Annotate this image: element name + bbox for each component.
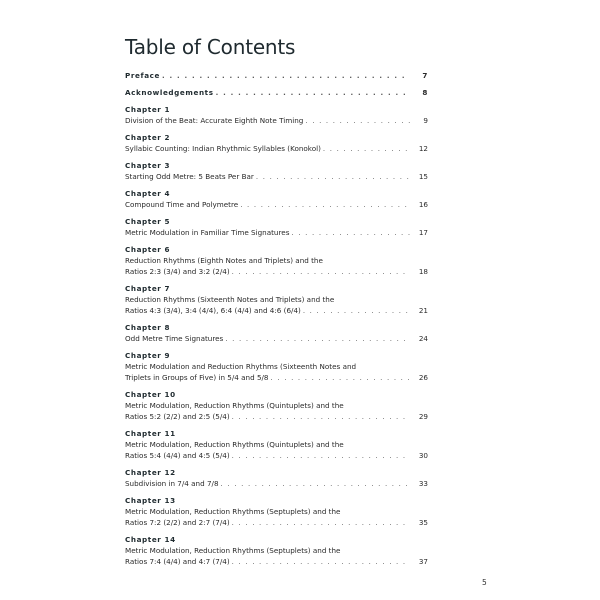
toc-entry-preface[interactable] bbox=[125, 70, 428, 81]
toc-page-number: 24 bbox=[418, 334, 428, 343]
toc-page-number: 29 bbox=[418, 412, 428, 421]
chapter-title-continued: Triplets in Groups of Five) in 5/4 and 5/8 bbox=[125, 373, 269, 382]
chapter-title-line bbox=[125, 305, 428, 316]
dot-leader bbox=[232, 267, 410, 278]
chapter-title: Metric Modulation, Reduction Rhythms (Quintuplets) and the bbox=[125, 401, 344, 410]
chapter-title-line bbox=[125, 478, 428, 489]
toc-entry-label: Acknowledgements bbox=[125, 88, 214, 97]
toc-page-number: 8 bbox=[422, 88, 428, 97]
chapter-title: Subdivision in 7/4 and 7/8 bbox=[125, 479, 219, 488]
toc-entry-row bbox=[125, 87, 428, 98]
toc-chapter-1[interactable] bbox=[125, 104, 428, 126]
chapter-title: Division of the Beat: Accurate Eighth Note Timing bbox=[125, 116, 304, 125]
toc-page-number: 9 bbox=[423, 116, 428, 125]
chapter-title: Metric Modulation, Reduction Rhythms (Septuplets) and the bbox=[125, 507, 341, 516]
chapter-title: Reduction Rhythms (Eighth Notes and Triplets) and the bbox=[125, 256, 323, 265]
dot-leader bbox=[240, 200, 410, 211]
toc-page-number: 12 bbox=[418, 144, 428, 153]
chapter-title: Compound Time and Polymetre bbox=[125, 200, 239, 209]
dot-leader bbox=[303, 306, 410, 317]
page-title: Table of Contents bbox=[125, 35, 296, 59]
dot-leader bbox=[232, 557, 410, 568]
chapter-title-continued: Ratios 5:2 (2/2) and 2:5 (5/4) bbox=[125, 412, 230, 421]
dot-leader bbox=[232, 451, 410, 462]
chapter-title-line bbox=[125, 227, 428, 238]
toc-page-number: 26 bbox=[418, 373, 428, 382]
chapter-title: Metric Modulation, Reduction Rhythms (Quintuplets) and the bbox=[125, 440, 344, 449]
toc-page-number: 35 bbox=[418, 518, 428, 527]
toc-chapter-2[interactable] bbox=[125, 132, 428, 154]
chapter-label: Chapter 13 bbox=[125, 496, 176, 505]
chapter-title-continued: Ratios 7:2 (2/2) and 2:7 (7/4) bbox=[125, 518, 230, 527]
toc-page-number: 37 bbox=[418, 557, 428, 566]
chapter-title: Metric Modulation and Reduction Rhythms (Sixteenth Notes and bbox=[125, 362, 357, 371]
chapter-label: Chapter 11 bbox=[125, 429, 176, 438]
chapter-title: Starting Odd Metre: 5 Beats Per Bar bbox=[125, 172, 254, 181]
chapter-title-line bbox=[125, 517, 428, 528]
toc-entry-acknowledgements[interactable] bbox=[125, 87, 428, 98]
dot-leader bbox=[225, 334, 410, 345]
toc-entry-label: Preface bbox=[125, 71, 160, 80]
chapter-title: Syllabic Counting: Indian Rhythmic Syllables (Konokol) bbox=[125, 144, 321, 153]
chapter-title-line bbox=[125, 411, 428, 422]
toc-page-number: 21 bbox=[418, 306, 428, 315]
toc-page-number: 15 bbox=[418, 172, 428, 181]
toc-chapter-9[interactable] bbox=[125, 350, 428, 383]
chapter-title-line bbox=[125, 171, 428, 182]
chapter-title-continued: Ratios 2:3 (3/4) and 3:2 (2/4) bbox=[125, 267, 230, 276]
chapter-title-line bbox=[125, 450, 428, 461]
chapter-label: Chapter 6 bbox=[125, 245, 171, 254]
chapter-label: Chapter 2 bbox=[125, 133, 171, 142]
toc-page-number: 17 bbox=[418, 228, 428, 237]
chapter-label: Chapter 10 bbox=[125, 390, 176, 399]
toc-chapter-11[interactable] bbox=[125, 428, 428, 461]
toc-chapter-12[interactable] bbox=[125, 467, 428, 489]
dot-leader bbox=[232, 518, 410, 529]
chapter-title-continued: Ratios 4:3 (3/4), 3:4 (4/4), 6:4 (4/4) and 4:6 (6/4) bbox=[125, 306, 301, 315]
chapter-title-line bbox=[125, 115, 428, 126]
chapter-title-line bbox=[125, 266, 428, 277]
dot-leader bbox=[162, 71, 410, 82]
chapter-title-continued: Ratios 7:4 (4/4) and 4:7 (7/4) bbox=[125, 557, 230, 566]
toc-entry-row bbox=[125, 70, 428, 81]
chapter-label: Chapter 4 bbox=[125, 189, 171, 198]
chapter-label: Chapter 14 bbox=[125, 535, 176, 544]
toc-chapter-7[interactable] bbox=[125, 283, 428, 316]
toc-page-number: 30 bbox=[418, 451, 428, 460]
chapter-title: Odd Metre Time Signatures bbox=[125, 334, 224, 343]
toc-page-number: 18 bbox=[418, 267, 428, 276]
toc-page-number: 33 bbox=[418, 479, 428, 488]
chapter-title-line bbox=[125, 143, 428, 154]
toc-chapter-4[interactable] bbox=[125, 188, 428, 210]
toc-chapter-3[interactable] bbox=[125, 160, 428, 182]
chapter-label: Chapter 5 bbox=[125, 217, 171, 226]
chapter-label: Chapter 8 bbox=[125, 323, 171, 332]
dot-leader bbox=[221, 479, 410, 490]
toc-chapter-5[interactable] bbox=[125, 216, 428, 238]
chapter-title: Reduction Rhythms (Sixteenth Notes and Triplets) and the bbox=[125, 295, 335, 304]
chapter-label: Chapter 3 bbox=[125, 161, 171, 170]
chapter-title-line bbox=[125, 199, 428, 210]
dot-leader bbox=[256, 172, 410, 183]
dot-leader bbox=[271, 373, 410, 384]
dot-leader bbox=[216, 88, 410, 99]
chapter-title: Metric Modulation, Reduction Rhythms (Septuplets) and the bbox=[125, 546, 341, 555]
toc-page-number: 7 bbox=[422, 71, 428, 80]
toc-page-number: 16 bbox=[418, 200, 428, 209]
page-footer-number: 5 bbox=[482, 578, 487, 587]
toc-chapter-14[interactable] bbox=[125, 534, 428, 567]
chapter-title-line bbox=[125, 556, 428, 567]
chapter-title-line bbox=[125, 372, 428, 383]
chapter-label: Chapter 9 bbox=[125, 351, 171, 360]
chapter-title: Metric Modulation in Familiar Time Signatures bbox=[125, 228, 290, 237]
table-of-contents bbox=[125, 70, 428, 573]
toc-chapter-10[interactable] bbox=[125, 389, 428, 422]
chapter-title-line bbox=[125, 333, 428, 344]
toc-chapter-8[interactable] bbox=[125, 322, 428, 344]
toc-chapter-6[interactable] bbox=[125, 244, 428, 277]
chapter-title-continued: Ratios 5:4 (4/4) and 4:5 (5/4) bbox=[125, 451, 230, 460]
toc-chapter-13[interactable] bbox=[125, 495, 428, 528]
chapter-label: Chapter 1 bbox=[125, 105, 171, 114]
dot-leader bbox=[305, 116, 410, 127]
dot-leader bbox=[232, 412, 410, 423]
dot-leader bbox=[323, 144, 410, 155]
chapter-label: Chapter 7 bbox=[125, 284, 171, 293]
dot-leader bbox=[291, 228, 410, 239]
chapter-label: Chapter 12 bbox=[125, 468, 176, 477]
